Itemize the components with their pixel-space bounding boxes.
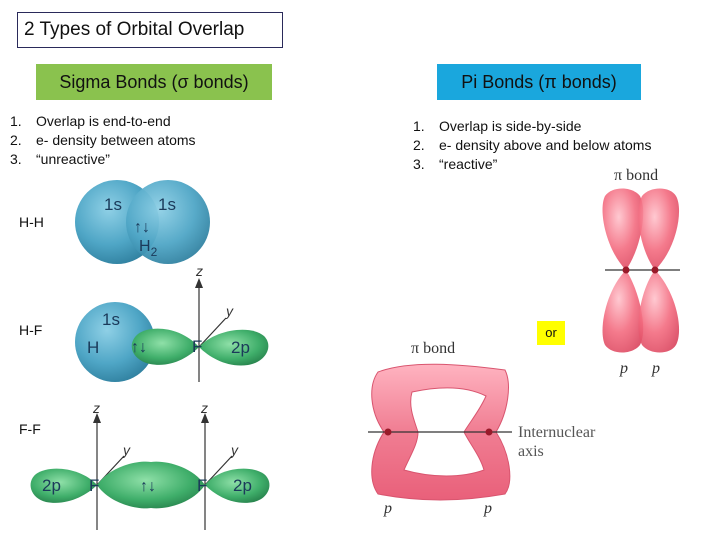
ff-f-left-label: F	[89, 476, 100, 495]
list-item: 1. Overlap is side-by-side	[413, 118, 582, 134]
ff-y-left-label: y	[123, 442, 130, 458]
slide-title: 2 Types of Orbital Overlap	[17, 12, 283, 48]
hh-1s-left-label: 1s	[104, 195, 122, 214]
hf-h-label: H	[87, 338, 100, 357]
p-label-left: p	[620, 360, 628, 377]
hf-z-label: z	[196, 263, 203, 279]
f-2p-lobe-outer-left	[31, 469, 100, 503]
pi-bonds-header: Pi Bonds (π bonds)	[437, 64, 641, 100]
hf-sigma-overlap	[75, 263, 268, 382]
ff-z-right-label: z	[201, 400, 208, 416]
nucleus-dot	[652, 267, 659, 274]
hh-h2-label: $H_2$	[139, 238, 158, 259]
ff-f-right-label: F	[197, 476, 208, 495]
ring-p-label-right: p	[484, 500, 492, 517]
example-label-hh: H-H	[19, 214, 44, 230]
p-label-right: p	[652, 360, 660, 377]
p-orbital-lower-right	[638, 270, 679, 353]
hf-1s-label: 1s	[102, 310, 120, 329]
p-orbital-upper-left	[603, 189, 644, 271]
p-orbital-upper-right	[638, 189, 679, 271]
list-item: 1. Overlap is end-to-end	[10, 113, 171, 129]
arrowhead-icon	[195, 278, 203, 288]
hf-y-label: y	[226, 303, 233, 319]
p-orbital-lower-left	[603, 270, 644, 353]
pi-bond-top-label: π bond	[614, 167, 659, 184]
pi-bond-ring-diagram	[368, 340, 596, 517]
ff-y-right-label: y	[231, 442, 238, 458]
ff-sigma-overlap	[31, 400, 270, 530]
pi-bond-lobes-diagram	[603, 167, 680, 377]
sigma-bonds-header: Sigma Bonds (σ bonds)	[36, 64, 272, 100]
list-item: 3. “reactive”	[413, 156, 498, 172]
hh-sigma-overlap	[75, 180, 210, 264]
nucleus-dot	[385, 429, 392, 436]
or-label: or	[537, 321, 565, 345]
list-item: 2. e- density between atoms	[10, 132, 196, 148]
list-item: 2. e- density above and below atoms	[413, 137, 652, 153]
ff-z-left-label: z	[93, 400, 100, 416]
internuclear-label-line1: Internuclear	[518, 424, 596, 441]
example-label-ff: F-F	[19, 421, 41, 437]
internuclear-label-line2: axis	[518, 443, 544, 460]
hf-f-label: F	[192, 337, 203, 356]
ff-2p-left-label: 2p	[42, 476, 61, 495]
nucleus-dot	[486, 429, 493, 436]
hh-electron-arrows: ↑↓	[134, 219, 150, 236]
hh-1s-right-label: 1s	[158, 195, 176, 214]
example-label-hf: H-F	[19, 322, 43, 338]
ff-electron-arrows: ↑↓	[140, 478, 156, 495]
ring-p-label-left: p	[384, 500, 392, 517]
hf-electron-arrows: ↑↓	[131, 339, 147, 356]
hf-2p-label: 2p	[231, 338, 250, 357]
pi-bond-bottom-label: π bond	[411, 340, 456, 357]
ff-2p-right-label: 2p	[233, 476, 252, 495]
list-item: 3. “unreactive”	[10, 151, 110, 167]
nucleus-dot	[623, 267, 630, 274]
